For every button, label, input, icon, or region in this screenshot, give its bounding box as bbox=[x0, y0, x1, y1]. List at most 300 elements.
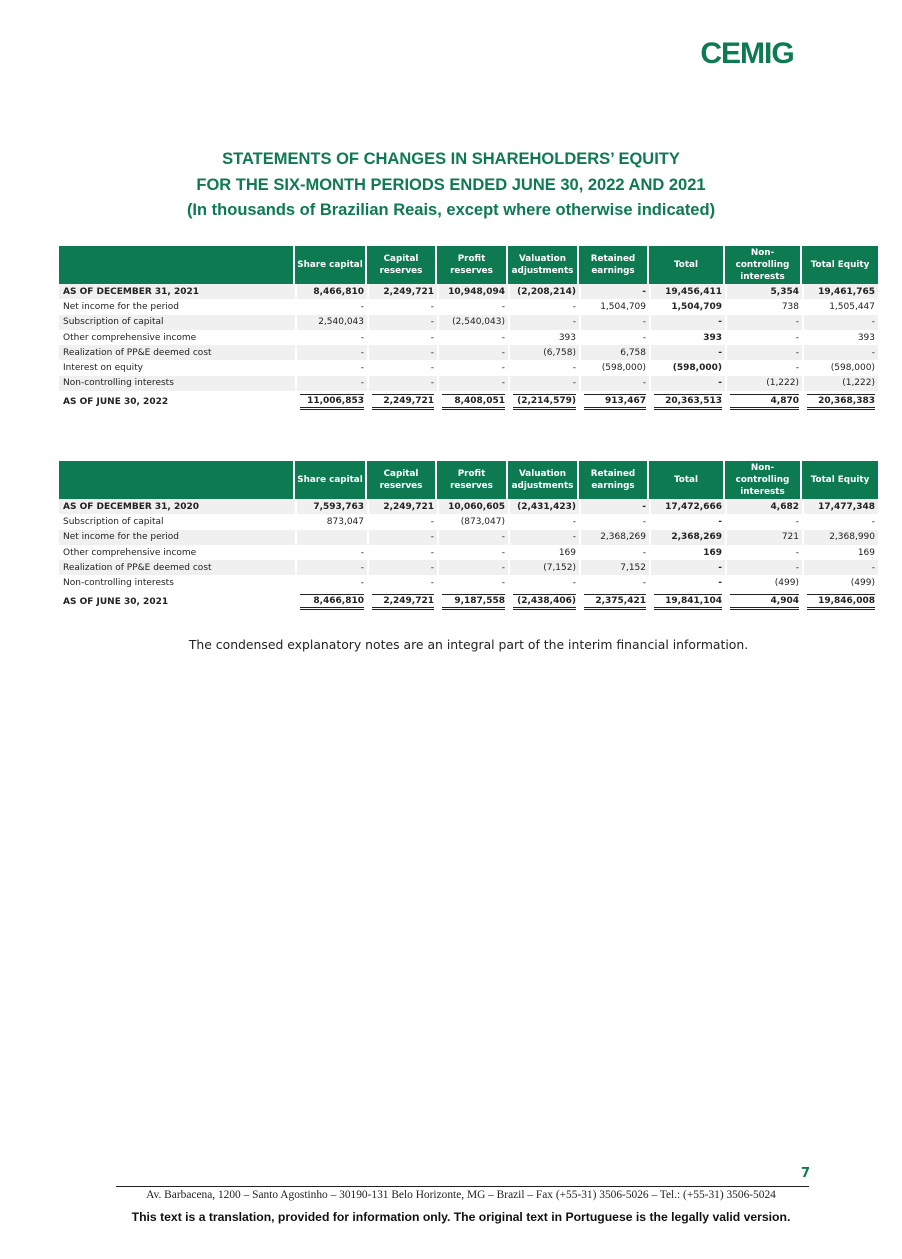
translation-disclaimer: This text is a translation, provided for information only. The original text in Portuguese is the legally valid version. bbox=[131, 1210, 791, 1224]
value-cell bbox=[367, 345, 437, 360]
value-cell bbox=[579, 360, 649, 375]
value-text: 19,461,765 bbox=[818, 286, 875, 297]
table-row bbox=[59, 330, 878, 345]
value-text: 19,841,104 bbox=[654, 594, 722, 610]
value-text: 19,846,008 bbox=[807, 594, 875, 610]
cemig-logo-text: CEMIG bbox=[700, 37, 794, 68]
value-cell bbox=[437, 575, 508, 590]
value-text: 20,368,383 bbox=[807, 394, 875, 410]
closing-balance-row bbox=[59, 394, 878, 410]
value-text: - bbox=[795, 332, 799, 343]
value-text: 169 bbox=[703, 547, 722, 558]
row-label: AS OF JUNE 30, 2022 bbox=[63, 397, 169, 408]
table-row bbox=[59, 514, 878, 529]
column-header: Profit reserves bbox=[437, 461, 508, 499]
value-cell bbox=[508, 376, 579, 391]
value-text: - bbox=[572, 578, 576, 589]
value-text: - bbox=[360, 363, 364, 374]
value-text: - bbox=[430, 301, 434, 312]
value-text: - bbox=[501, 578, 505, 589]
value-text: - bbox=[360, 301, 364, 312]
row-label: Realization of PP&E deemed cost bbox=[59, 345, 295, 360]
equity-table-2021 bbox=[59, 461, 878, 610]
value-cell bbox=[437, 560, 508, 575]
value-cell bbox=[508, 594, 579, 610]
value-cell bbox=[579, 575, 649, 590]
table-row bbox=[59, 315, 878, 330]
value-cell bbox=[508, 575, 579, 590]
value-text: (1,222) bbox=[766, 378, 799, 389]
value-text: 17,472,666 bbox=[665, 501, 722, 512]
value-text: 2,249,721 bbox=[383, 501, 434, 512]
row-label: Other comprehensive income bbox=[63, 332, 197, 343]
value-text: (1,222) bbox=[842, 378, 875, 389]
value-cell bbox=[649, 315, 725, 330]
column-header: Non-controlling interests bbox=[725, 246, 802, 284]
value-text: (6,758) bbox=[543, 347, 576, 358]
table-row bbox=[59, 560, 878, 575]
value-cell bbox=[437, 545, 508, 560]
value-cell bbox=[802, 330, 878, 345]
value-cell bbox=[725, 394, 802, 410]
value-cell bbox=[437, 284, 508, 299]
value-cell bbox=[802, 499, 878, 514]
value-text: - bbox=[642, 547, 646, 558]
value-cell bbox=[295, 514, 367, 529]
value-text: - bbox=[718, 347, 722, 358]
value-cell bbox=[295, 530, 367, 545]
value-text: - bbox=[430, 332, 434, 343]
value-cell bbox=[437, 514, 508, 529]
value-cell bbox=[802, 545, 878, 560]
value-cell bbox=[725, 499, 802, 514]
value-cell bbox=[367, 499, 437, 514]
value-cell bbox=[649, 360, 725, 375]
value-text: 17,477,348 bbox=[818, 501, 875, 512]
value-text: 913,467 bbox=[584, 394, 646, 410]
value-cell bbox=[579, 545, 649, 560]
value-cell bbox=[802, 376, 878, 391]
value-text: 5,354 bbox=[770, 286, 799, 297]
value-text: (2,214,579) bbox=[513, 394, 576, 410]
value-text: 19,456,411 bbox=[665, 286, 722, 297]
value-cell bbox=[725, 575, 802, 590]
value-text: - bbox=[501, 562, 505, 573]
header-blank bbox=[59, 461, 295, 499]
table-row bbox=[59, 299, 878, 314]
table-row bbox=[59, 376, 878, 391]
value-text: - bbox=[642, 578, 646, 589]
value-text: - bbox=[795, 562, 799, 573]
value-text: - bbox=[430, 562, 434, 573]
value-cell bbox=[508, 284, 579, 299]
row-label: Subscription of capital bbox=[63, 516, 164, 527]
column-header: Total Equity bbox=[802, 246, 878, 284]
row-label: Realization of PP&E deemed cost bbox=[59, 560, 295, 575]
value-cell bbox=[649, 345, 725, 360]
value-text: (2,540,043) bbox=[452, 317, 505, 328]
value-cell bbox=[802, 560, 878, 575]
value-text: - bbox=[795, 516, 799, 527]
row-label: Other comprehensive income bbox=[63, 547, 197, 558]
statement-period: FOR THE SIX-MONTH PERIODS ENDED JUNE 30, 2022 AND 2021 bbox=[196, 176, 706, 194]
row-label: AS OF DECEMBER 31, 2020 bbox=[59, 499, 295, 514]
value-text: 4,682 bbox=[770, 501, 799, 512]
value-cell bbox=[508, 360, 579, 375]
value-text: - bbox=[871, 317, 875, 328]
closing-balance-row bbox=[59, 594, 878, 610]
value-cell bbox=[579, 514, 649, 529]
value-text: 393 bbox=[558, 332, 576, 343]
value-cell bbox=[367, 315, 437, 330]
value-text: - bbox=[501, 347, 505, 358]
page-number: 7 bbox=[800, 1166, 810, 1181]
value-text: - bbox=[718, 317, 722, 328]
value-cell bbox=[295, 330, 367, 345]
table-row bbox=[59, 345, 878, 360]
row-label: AS OF DECEMBER 31, 2021 bbox=[59, 284, 295, 299]
value-cell bbox=[367, 284, 437, 299]
value-text: - bbox=[718, 562, 722, 573]
column-header: Retained earnings bbox=[579, 461, 649, 499]
value-text: - bbox=[430, 378, 434, 389]
value-text: 9,187,558 bbox=[442, 594, 505, 610]
value-text: 11,006,853 bbox=[300, 394, 364, 410]
value-text: 2,375,421 bbox=[584, 594, 646, 610]
value-cell bbox=[367, 360, 437, 375]
value-cell bbox=[508, 315, 579, 330]
value-text: 738 bbox=[781, 301, 799, 312]
value-text: 169 bbox=[857, 547, 875, 558]
value-cell bbox=[367, 299, 437, 314]
value-cell bbox=[802, 299, 878, 314]
value-cell bbox=[802, 360, 878, 375]
column-header: Profit reserves bbox=[437, 246, 508, 284]
column-header: Share capital bbox=[295, 461, 367, 499]
value-cell bbox=[437, 299, 508, 314]
value-cell bbox=[725, 360, 802, 375]
table-row bbox=[59, 530, 878, 545]
value-cell bbox=[649, 394, 725, 410]
value-cell bbox=[802, 315, 878, 330]
value-text: - bbox=[642, 286, 646, 297]
value-cell bbox=[367, 376, 437, 391]
value-cell bbox=[508, 299, 579, 314]
value-text: 1,504,709 bbox=[600, 301, 646, 312]
value-text: - bbox=[360, 578, 364, 589]
value-cell bbox=[725, 330, 802, 345]
value-cell bbox=[649, 299, 725, 314]
value-text: - bbox=[642, 378, 646, 389]
value-text: (7,152) bbox=[543, 562, 576, 573]
value-cell bbox=[508, 394, 579, 410]
value-text: - bbox=[572, 363, 576, 374]
value-text: - bbox=[501, 301, 505, 312]
column-header: Retained earnings bbox=[579, 246, 649, 284]
value-cell bbox=[508, 514, 579, 529]
table-body bbox=[59, 499, 878, 610]
value-text: 10,948,094 bbox=[448, 286, 505, 297]
value-text: 2,368,269 bbox=[671, 532, 722, 543]
value-cell bbox=[802, 575, 878, 590]
value-text: (598,000) bbox=[601, 363, 646, 374]
value-cell bbox=[295, 594, 367, 610]
value-cell bbox=[725, 594, 802, 610]
value-cell bbox=[367, 545, 437, 560]
column-header: Total bbox=[649, 461, 725, 499]
value-cell bbox=[579, 345, 649, 360]
value-text: - bbox=[572, 317, 576, 328]
value-cell bbox=[295, 560, 367, 575]
value-cell bbox=[725, 560, 802, 575]
value-text: - bbox=[871, 347, 875, 358]
value-text: - bbox=[430, 532, 434, 543]
value-text: - bbox=[360, 562, 364, 573]
value-cell bbox=[437, 530, 508, 545]
equity-table-2022 bbox=[59, 246, 878, 410]
value-cell bbox=[437, 345, 508, 360]
table-header-row bbox=[59, 461, 878, 499]
value-text: (2,438,406) bbox=[513, 594, 576, 610]
value-cell bbox=[437, 360, 508, 375]
table-row bbox=[59, 545, 878, 560]
value-text: - bbox=[360, 347, 364, 358]
column-header: Total bbox=[649, 246, 725, 284]
value-cell bbox=[579, 299, 649, 314]
value-cell bbox=[579, 376, 649, 391]
value-text: - bbox=[718, 378, 722, 389]
value-cell bbox=[367, 330, 437, 345]
value-text: - bbox=[430, 347, 434, 358]
value-cell bbox=[579, 594, 649, 610]
row-label: Non-controlling interests bbox=[63, 578, 174, 589]
value-cell bbox=[649, 499, 725, 514]
value-text: 20,363,513 bbox=[654, 394, 722, 410]
value-cell bbox=[508, 530, 579, 545]
value-cell bbox=[649, 594, 725, 610]
statement-title: STATEMENTS OF CHANGES IN SHAREHOLDERS’ EQUITY bbox=[222, 150, 680, 168]
opening-balance-row bbox=[59, 284, 878, 299]
column-header: Non-controlling interests bbox=[725, 461, 802, 499]
value-text: 2,368,990 bbox=[829, 532, 875, 543]
value-cell bbox=[579, 560, 649, 575]
value-text: - bbox=[572, 532, 576, 543]
value-text: - bbox=[642, 332, 646, 343]
value-cell bbox=[579, 394, 649, 410]
value-cell bbox=[437, 594, 508, 610]
value-text: 4,904 bbox=[730, 594, 799, 610]
value-cell bbox=[437, 315, 508, 330]
row-label: AS OF JUNE 30, 2021 bbox=[63, 596, 169, 607]
value-text: 2,249,721 bbox=[372, 594, 434, 610]
table-row bbox=[59, 575, 878, 590]
value-cell bbox=[649, 560, 725, 575]
header-blank bbox=[59, 246, 295, 284]
value-text: - bbox=[572, 516, 576, 527]
value-text: 6,758 bbox=[620, 347, 646, 358]
footer-divider bbox=[116, 1186, 809, 1187]
value-cell bbox=[508, 560, 579, 575]
value-cell bbox=[367, 594, 437, 610]
value-text: - bbox=[430, 578, 434, 589]
value-text: 10,060,605 bbox=[448, 501, 505, 512]
value-text: - bbox=[871, 516, 875, 527]
value-text: - bbox=[642, 516, 646, 527]
value-text: - bbox=[795, 317, 799, 328]
value-cell bbox=[725, 345, 802, 360]
row-label: Non-controlling interests bbox=[59, 376, 295, 391]
value-cell bbox=[295, 545, 367, 560]
value-cell bbox=[649, 284, 725, 299]
value-cell bbox=[295, 299, 367, 314]
value-cell bbox=[367, 394, 437, 410]
value-cell bbox=[649, 330, 725, 345]
value-text: - bbox=[501, 363, 505, 374]
value-text: - bbox=[572, 378, 576, 389]
value-text: 2,249,721 bbox=[372, 394, 434, 410]
column-header: Total Equity bbox=[802, 461, 878, 499]
value-cell bbox=[649, 530, 725, 545]
value-text: 721 bbox=[781, 532, 799, 543]
row-label: Interest on equity bbox=[63, 363, 143, 374]
explanatory-note: The condensed explanatory notes are an integral part of the interim financial information. bbox=[188, 637, 749, 652]
value-text: - bbox=[430, 516, 434, 527]
value-text: 1,504,709 bbox=[671, 301, 722, 312]
column-header: Share capital bbox=[295, 246, 367, 284]
row-label: Net income for the period bbox=[59, 530, 295, 545]
value-cell bbox=[367, 514, 437, 529]
value-cell bbox=[295, 315, 367, 330]
value-cell bbox=[508, 499, 579, 514]
column-header: Capital reserves bbox=[367, 461, 437, 499]
cemig-logo bbox=[688, 36, 806, 68]
value-text: - bbox=[360, 547, 364, 558]
value-cell bbox=[725, 545, 802, 560]
value-text: - bbox=[718, 516, 722, 527]
row-label: Subscription of capital bbox=[59, 315, 295, 330]
value-text: 2,368,269 bbox=[600, 532, 646, 543]
value-cell bbox=[649, 545, 725, 560]
column-header: Valuation adjustments bbox=[508, 246, 579, 284]
value-cell bbox=[295, 394, 367, 410]
value-cell bbox=[802, 394, 878, 410]
value-text: 7,593,763 bbox=[313, 501, 364, 512]
value-cell bbox=[579, 315, 649, 330]
value-text: 2,540,043 bbox=[318, 317, 364, 328]
value-text: (2,431,423) bbox=[517, 501, 576, 512]
footer-address: Av. Barbacena, 1200 – Santo Agostinho – 30190-131 Belo Horizonte, MG – Brazil – Fax (+55-31) 3506-5026 – Tel.: (+55-31) 3506-5024 bbox=[146, 1189, 776, 1201]
value-text: (598,000) bbox=[672, 363, 722, 374]
value-text: - bbox=[572, 301, 576, 312]
value-cell bbox=[367, 530, 437, 545]
value-cell bbox=[725, 376, 802, 391]
value-text: - bbox=[795, 363, 799, 374]
value-cell bbox=[437, 499, 508, 514]
value-cell bbox=[649, 575, 725, 590]
value-text: 8,466,810 bbox=[300, 594, 364, 610]
value-text: 873,047 bbox=[326, 516, 364, 527]
value-text: - bbox=[430, 547, 434, 558]
value-cell bbox=[579, 499, 649, 514]
value-cell bbox=[725, 514, 802, 529]
value-text: 2,249,721 bbox=[383, 286, 434, 297]
value-text: - bbox=[642, 501, 646, 512]
value-text: - bbox=[871, 562, 875, 573]
value-cell bbox=[579, 530, 649, 545]
value-cell bbox=[367, 575, 437, 590]
value-cell bbox=[508, 545, 579, 560]
value-cell bbox=[802, 345, 878, 360]
value-text: 393 bbox=[703, 332, 722, 343]
value-cell bbox=[649, 376, 725, 391]
column-header: Valuation adjustments bbox=[508, 461, 579, 499]
value-text: 7,152 bbox=[620, 562, 646, 573]
table-row bbox=[59, 360, 878, 375]
value-cell bbox=[725, 530, 802, 545]
value-cell bbox=[579, 330, 649, 345]
value-cell bbox=[437, 394, 508, 410]
value-text: - bbox=[430, 317, 434, 328]
value-text: 8,408,051 bbox=[442, 394, 505, 410]
value-cell bbox=[649, 514, 725, 529]
value-text: - bbox=[501, 547, 505, 558]
value-cell bbox=[437, 330, 508, 345]
opening-balance-row bbox=[59, 499, 878, 514]
value-cell bbox=[295, 284, 367, 299]
value-cell bbox=[725, 315, 802, 330]
value-text: - bbox=[501, 332, 505, 343]
value-text: - bbox=[795, 347, 799, 358]
value-cell bbox=[295, 575, 367, 590]
value-text: (598,000) bbox=[830, 363, 875, 374]
value-cell bbox=[295, 360, 367, 375]
value-text: - bbox=[360, 378, 364, 389]
value-text: - bbox=[718, 578, 722, 589]
table-body bbox=[59, 284, 878, 410]
value-cell bbox=[367, 560, 437, 575]
value-cell bbox=[725, 284, 802, 299]
table-header-row bbox=[59, 246, 878, 284]
value-text: (873,047) bbox=[460, 516, 505, 527]
value-text: - bbox=[501, 378, 505, 389]
value-cell bbox=[508, 330, 579, 345]
value-text: (2,208,214) bbox=[517, 286, 576, 297]
value-text: - bbox=[795, 547, 799, 558]
value-text: - bbox=[360, 332, 364, 343]
value-cell bbox=[802, 530, 878, 545]
value-cell bbox=[802, 594, 878, 610]
value-text: (499) bbox=[774, 578, 799, 589]
value-cell bbox=[295, 345, 367, 360]
value-cell bbox=[508, 345, 579, 360]
value-text: 169 bbox=[558, 547, 576, 558]
value-text: - bbox=[430, 363, 434, 374]
value-cell bbox=[295, 499, 367, 514]
value-cell bbox=[437, 376, 508, 391]
value-text: 4,870 bbox=[730, 394, 799, 410]
value-text: 1,505,447 bbox=[829, 301, 875, 312]
statement-units: (In thousands of Brazilian Reais, except where otherwise indicated) bbox=[186, 201, 716, 219]
value-text: (499) bbox=[850, 578, 875, 589]
value-cell bbox=[579, 284, 649, 299]
row-label: Net income for the period bbox=[63, 301, 180, 312]
value-cell bbox=[725, 299, 802, 314]
value-cell bbox=[802, 284, 878, 299]
value-text: 393 bbox=[857, 332, 875, 343]
value-text: - bbox=[501, 532, 505, 543]
column-header: Capital reserves bbox=[367, 246, 437, 284]
value-cell bbox=[295, 376, 367, 391]
